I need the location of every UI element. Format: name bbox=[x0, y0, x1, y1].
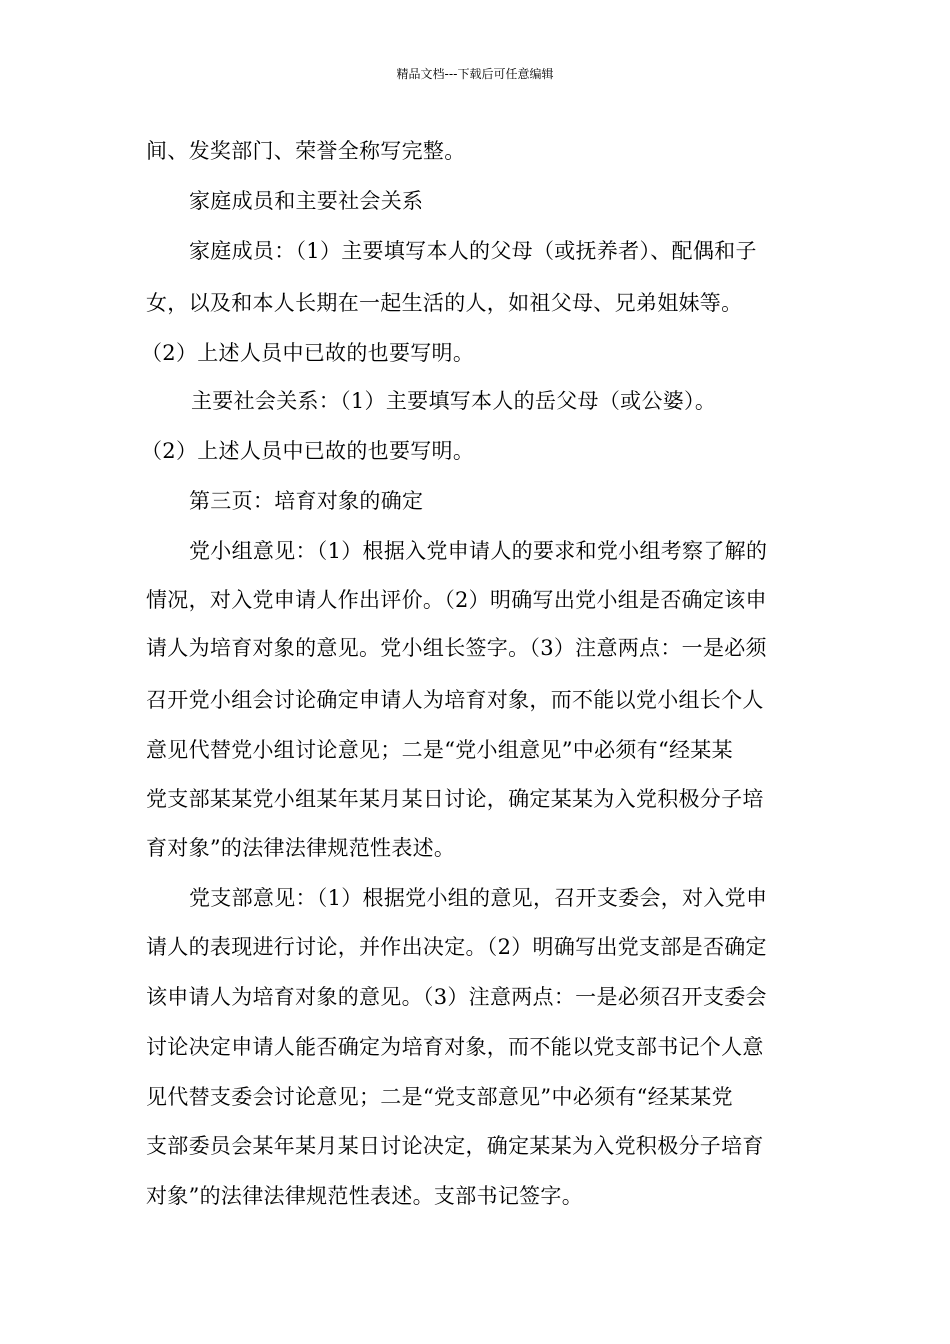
body-line: 讨论决定申请人能否确定为培育对象，而不能以党支部书记个人意 bbox=[146, 1035, 764, 1059]
body-line: 育对象”的法律法律规范性表述。 bbox=[146, 836, 456, 860]
body-line: 该申请人为培育对象的意见。（3）注意两点：一是必须召开支委会 bbox=[146, 985, 767, 1009]
body-line: 意见代替党小组讨论意见；二是“党小组意见”中必须有“经某某 bbox=[146, 738, 733, 762]
section-heading: 第三页：培育对象的确定 bbox=[189, 489, 424, 513]
body-line: 间、发奖部门、荣誉全称写完整。 bbox=[146, 139, 466, 163]
body-line: 请人的表现进行讨论，并作出决定。（2）明确写出党支部是否确定 bbox=[146, 935, 767, 959]
body-line: 情况，对入党申请人作出评价。（2）明确写出党小组是否确定该申 bbox=[146, 588, 767, 612]
body-line: 党小组意见：（1）根据入党申请人的要求和党小组考察了解的 bbox=[189, 539, 768, 563]
body-line: 家庭成员：（1）主要填写本人的父母（或抚养者）、配偶和子 bbox=[189, 239, 757, 263]
body-line: 召开党小组会讨论确定申请人为培育对象，而不能以党小组长个人 bbox=[146, 688, 764, 712]
body-line: 党支部意见：（1）根据党小组的意见，召开支委会，对入党申 bbox=[189, 886, 768, 910]
body-line: 见代替支委会讨论意见；二是“党支部意见”中必须有“经某某党 bbox=[146, 1085, 733, 1109]
body-line: （2）上述人员中已故的也要写明。 bbox=[141, 439, 475, 463]
body-line: 支部委员会某年某月某日讨论决定，确定某某为入党积极分子培育 bbox=[146, 1134, 764, 1158]
body-line: 主要社会关系：（1）主要填写本人的岳父母（或公婆）。 bbox=[191, 389, 717, 413]
page-header: 精品文档---下载后可任意编辑 bbox=[396, 67, 554, 81]
section-heading: 家庭成员和主要社会关系 bbox=[189, 189, 424, 213]
body-line: （2）上述人员中已故的也要写明。 bbox=[141, 341, 475, 365]
body-line: 对象”的法律法律规范性表述。支部书记签字。 bbox=[146, 1184, 584, 1208]
body-line: 请人为培育对象的意见。党小组长签字。（3）注意两点：一是必须 bbox=[146, 636, 767, 660]
body-line: 女，以及和本人长期在一起生活的人，如祖父母、兄弟姐妹等。 bbox=[146, 291, 743, 315]
body-line: 党支部某某党小组某年某月某日讨论，确定某某为入党积极分子培 bbox=[146, 787, 764, 811]
